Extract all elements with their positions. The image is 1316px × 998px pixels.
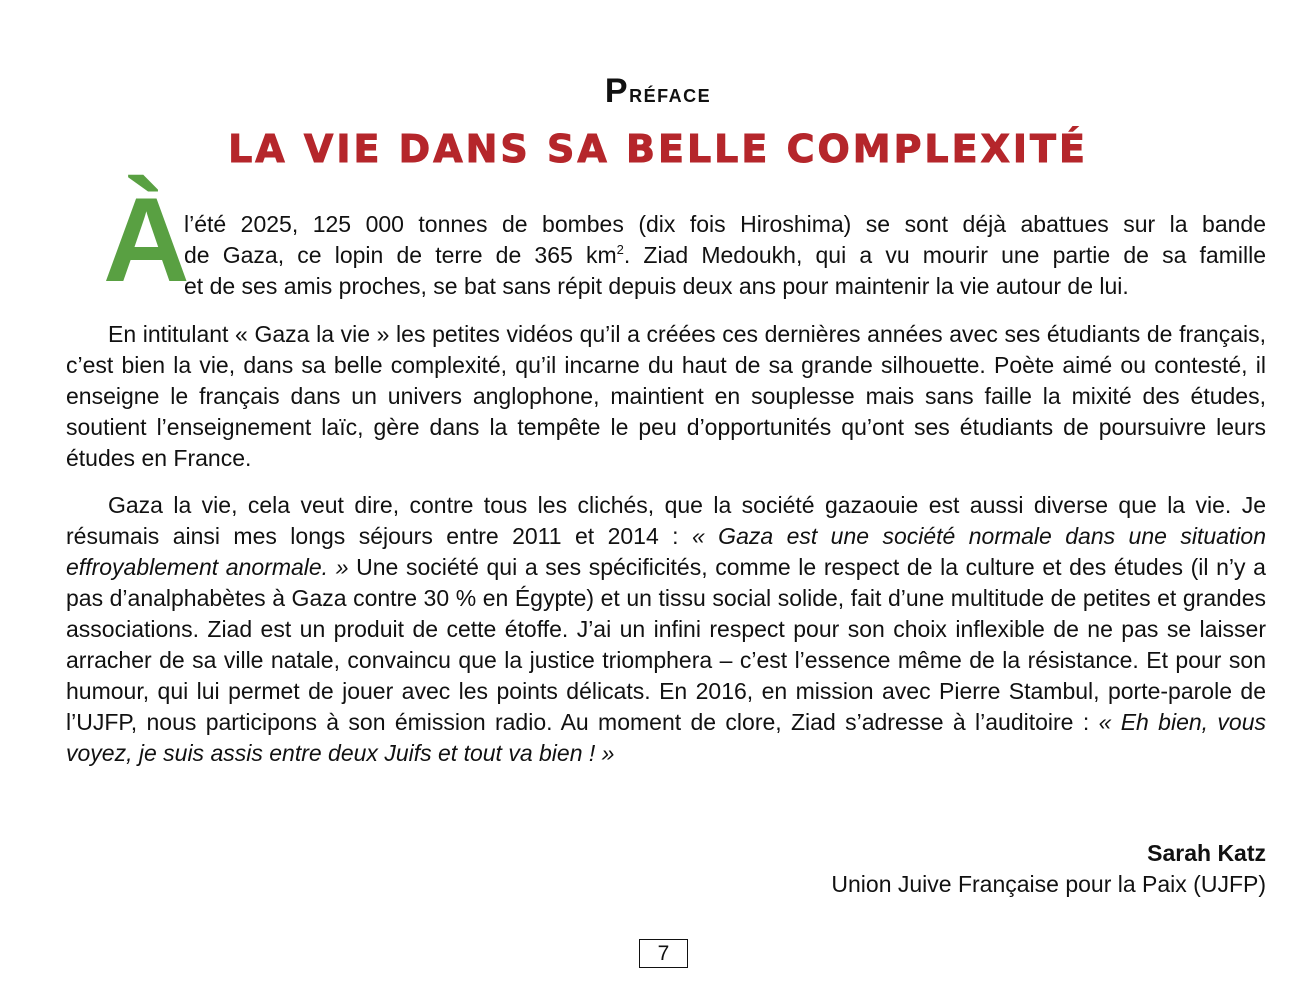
chapter-title: LA VIE DANS SA BELLE COMPLEXITÉ (228, 127, 1088, 171)
paragraph-3-part-2: Une société qui a ses spécificités, comme le respect de la culture et des études (il n’y a pas d’analphabètes à Gaza contre 30 % en Égypte) et un tissu social solide, fait d’une multitude de petites et grandes associations. Ziad est un produit de cette étoffe. J’ai un infini respect pour son choix inflexible de ne pas se laisser arracher de sa ville natale, convaincu que la justice triomphera – c’est l’essence même de la résistance. Et pour son humour, qui lui permet de jouer avec les points délicats. En 2016, en mission avec Pierre Stambul, porte-parole de l’UJFP, nous participons à son émission radio. Au moment de clore, Ziad s’adresse à l’auditoire : (66, 554, 1266, 735)
intro-line-2-rest: . Ziad Medoukh, qui a vu mourir une partie de sa famille (623, 242, 1266, 268)
superscript: 2 (616, 242, 624, 257)
intro-line-2 (184, 240, 1266, 271)
quote-1: « Gaza est une société normale dans une situation effroyablement anormale. » (66, 523, 1266, 580)
author-organization: Union Juive Française pour la Paix (UJFP) (831, 871, 1266, 897)
intro-line-2-text: de Gaza, ce lopin de terre de 365 km (184, 242, 617, 268)
paragraph-3-part-1: Gaza la vie, cela veut dire, contre tous les clichés, que la société gazaouie est aussi diverse que la vie. Je résumais ainsi mes longs séjours entre 2011 et 2014 : (66, 492, 1266, 549)
intro-line-1: l’été 2025, 125 000 tonnes de bombes (dix fois Hiroshima) se sont déjà abattues sur la bande (184, 211, 1266, 237)
paragraph-2 (66, 319, 1266, 474)
paragraph-2-text: En intitulant « Gaza la vie » les petites vidéos qu’il a créées ces dernières années avec ses étudiants de français, c’est bien la vie, dans sa belle complexité, qu’il incarne du haut de sa grande silhouette. Poète aimé ou contesté, il enseigne le français dans un univers anglophone, maintient en souplesse mais sans faille la mixité des études, soutient l’enseignement laïc, gère dans la tempête le peu d’opportunités qu’ont ses étudiants de poursuivre leurs études en France. (66, 321, 1266, 471)
signature-block (831, 838, 1266, 900)
author-name: Sarah Katz (1147, 840, 1266, 866)
page-number: 7 (639, 939, 688, 968)
intro-paragraph (184, 209, 1266, 302)
drop-cap: À (103, 173, 190, 307)
kicker-initial: P (604, 72, 630, 110)
intro-line-3: et de ses amis proches, se bat sans répit depuis deux ans pour maintenir la vie autour de lui. (184, 273, 1129, 299)
quote-2: « Eh bien, vous voyez, je suis assis entre deux Juifs et tout va bien ! » (66, 709, 1266, 766)
paragraph-3 (66, 490, 1266, 769)
kicker-rest: réface (629, 80, 712, 108)
preface-kicker (0, 72, 1316, 111)
